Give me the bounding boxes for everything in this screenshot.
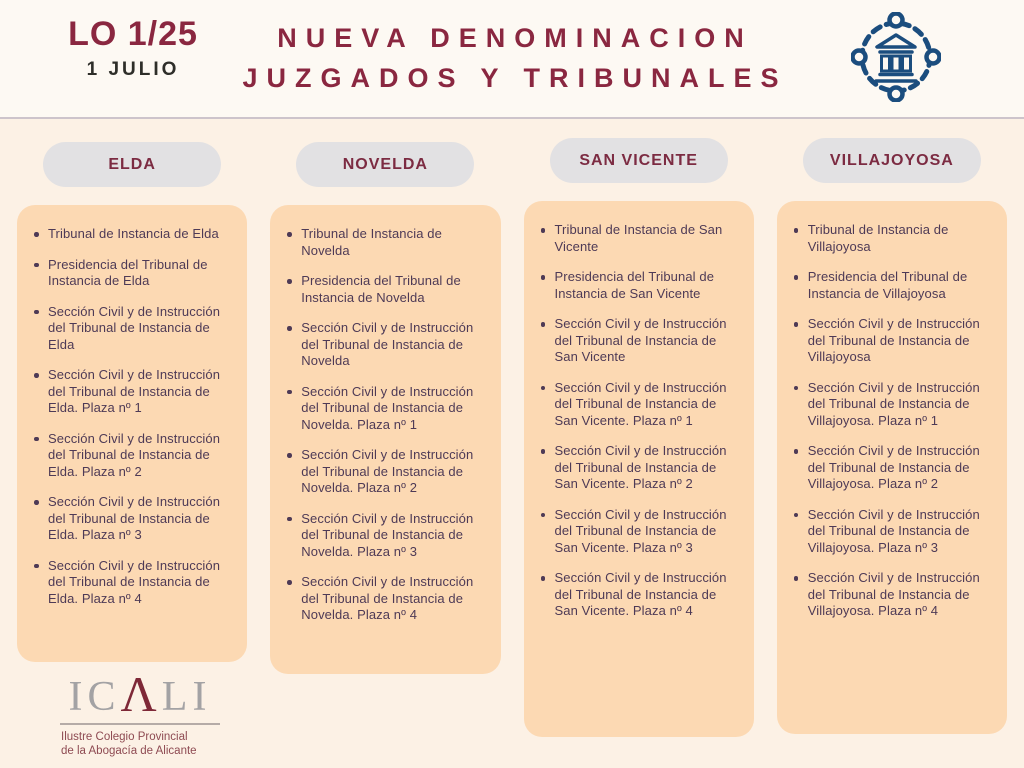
court-list-card [777,201,1007,734]
court-item: Presidencia del Tribunal de Instancia de Elda [27,257,235,290]
court-item: Sección Civil y de Instrucción del Tribunal de Instancia de San Vicente. Plaza nº 4 [534,570,742,620]
court-item: Tribunal de Instancia de San Vicente [534,222,742,255]
page-title-line2: JUZGADOS Y TRIBUNALES [242,63,788,93]
icali-logo [58,668,222,758]
court-item: Sección Civil y de Instrucción del Tribunal de Instancia de Novelda. Plaza nº 2 [280,447,488,497]
court-list [787,222,995,620]
court-item: Sección Civil y de Instrucción del Tribunal de Instancia de Elda. Plaza nº 1 [27,367,235,417]
court-list [27,226,235,607]
icali-acronym [58,668,222,722]
city-pill-novelda: NOVELDA [296,142,474,187]
court-item: Tribunal de Instancia de Novelda [280,226,488,259]
law-reference: LO 1/25 [68,15,198,53]
court-item: Sección Civil y de Instrucción del Tribunal de Instancia de Elda. Plaza nº 3 [27,494,235,544]
icali-org-line1: Ilustre Colegio Provincial [61,731,188,743]
courthouse-network-icon [851,12,941,102]
city-pill-villajoyosa: VILLAJOYOSA [803,138,981,183]
court-item: Sección Civil y de Instrucción del Tribunal de Instancia de Elda. Plaza nº 4 [27,558,235,608]
icali-acronym-prefix: IC [68,674,121,720]
column-san-vicente [524,142,754,768]
court-item: Sección Civil y de Instrucción del Tribunal de Instancia de Elda [27,304,235,354]
icali-acronym-accent: Λ [120,666,162,722]
icali-org-line2: de la Abogacía de Alicante [61,745,197,757]
court-item: Sección Civil y de Instrucción del Tribunal de Instancia de Villajoyosa. Plaza nº 1 [787,380,995,430]
court-item: Presidencia del Tribunal de Instancia de Novelda [280,273,488,306]
court-item: Sección Civil y de Instrucción del Tribunal de Instancia de Villajoyosa. Plaza nº 3 [787,507,995,557]
court-item: Tribunal de Instancia de Villajoyosa [787,222,995,255]
effective-date: 1 JULIO [86,59,180,80]
city-pill-san-vicente: SAN VICENTE [550,138,728,183]
court-list [280,226,488,624]
court-item: Sección Civil y de Instrucción del Tribunal de Instancia de San Vicente. Plaza nº 1 [534,380,742,430]
court-item: Sección Civil y de Instrucción del Tribunal de Instancia de San Vicente. Plaza nº 2 [534,443,742,493]
icali-divider [60,723,220,725]
court-item: Sección Civil y de Instrucción del Tribunal de Instancia de Villajoyosa. Plaza nº 4 [787,570,995,620]
court-item: Sección Civil y de Instrucción del Tribunal de Instancia de Novelda. Plaza nº 4 [280,574,488,624]
court-item: Tribunal de Instancia de Elda [27,226,235,243]
court-list-card [17,205,247,662]
court-item: Presidencia del Tribunal de Instancia de Villajoyosa [787,269,995,302]
court-list [534,222,742,620]
court-item: Sección Civil y de Instrucción del Tribunal de Instancia de Novelda. Plaza nº 3 [280,511,488,561]
page-title [240,18,790,98]
city-pill-elda: ELDA [43,142,221,187]
court-list-card [270,205,500,674]
law-block [38,15,228,81]
icali-org-name [58,730,222,758]
court-list-card [524,201,754,737]
court-item: Sección Civil y de Instrucción del Tribunal de Instancia de Elda. Plaza nº 2 [27,431,235,481]
column-novelda [270,142,500,768]
court-item: Sección Civil y de Instrucción del Tribunal de Instancia de Villajoyosa [787,316,995,366]
court-item: Sección Civil y de Instrucción del Tribunal de Instancia de Novelda [280,320,488,370]
column-villajoyosa [777,142,1007,768]
header [0,0,1024,119]
court-item: Sección Civil y de Instrucción del Tribunal de Instancia de San Vicente [534,316,742,366]
court-item: Presidencia del Tribunal de Instancia de San Vicente [534,269,742,302]
page-title-line1: NUEVA DENOMINACION [277,23,753,53]
icali-acronym-suffix: LI [161,674,212,720]
court-item: Sección Civil y de Instrucción del Tribunal de Instancia de Villajoyosa. Plaza nº 2 [787,443,995,493]
court-item: Sección Civil y de Instrucción del Tribunal de Instancia de San Vicente. Plaza nº 3 [534,507,742,557]
court-item: Sección Civil y de Instrucción del Tribunal de Instancia de Novelda. Plaza nº 1 [280,384,488,434]
